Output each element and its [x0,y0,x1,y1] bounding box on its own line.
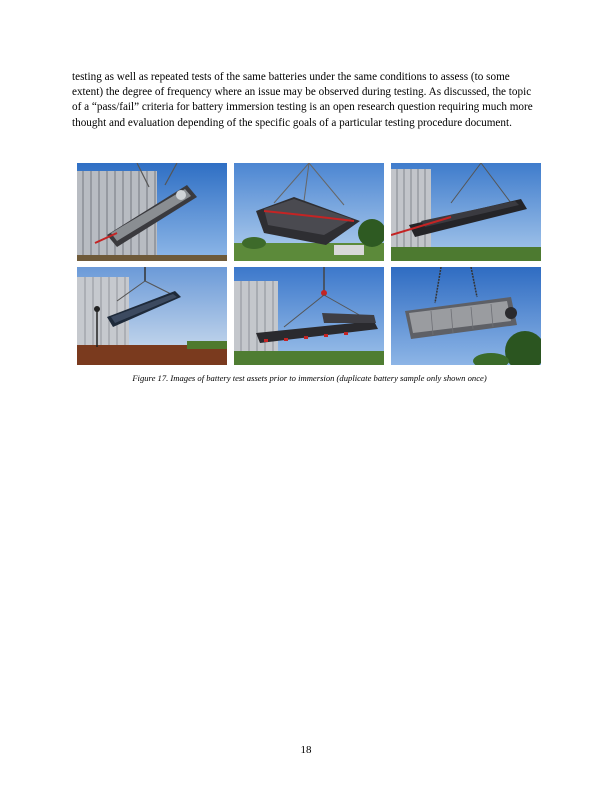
battery-photo-2 [234,163,384,261]
battery-photo-4 [77,267,227,365]
photo-grid [77,163,542,365]
battery-photo-5 [234,267,384,365]
figure-17 [77,163,542,384]
body-paragraph: testing as well as repeated tests of the same batteries under the same conditions to assess (to some extent) the degree of frequency where an issue may be observed during testing. As discussed, the topic of a “pass/fail” criteria for battery immersion testing is an open research question requiring much more thought and evaluation depending of the specific goals of a particular testing procedure document. [72,71,533,129]
battery-photo-3 [391,163,541,261]
battery-photo-6 [391,267,541,365]
page-number: 18 [300,744,312,756]
battery-photo-1 [77,163,227,261]
figure-caption: Figure 17. Images of battery test assets prior to immersion (duplicate battery sample only shown once) [132,373,487,383]
